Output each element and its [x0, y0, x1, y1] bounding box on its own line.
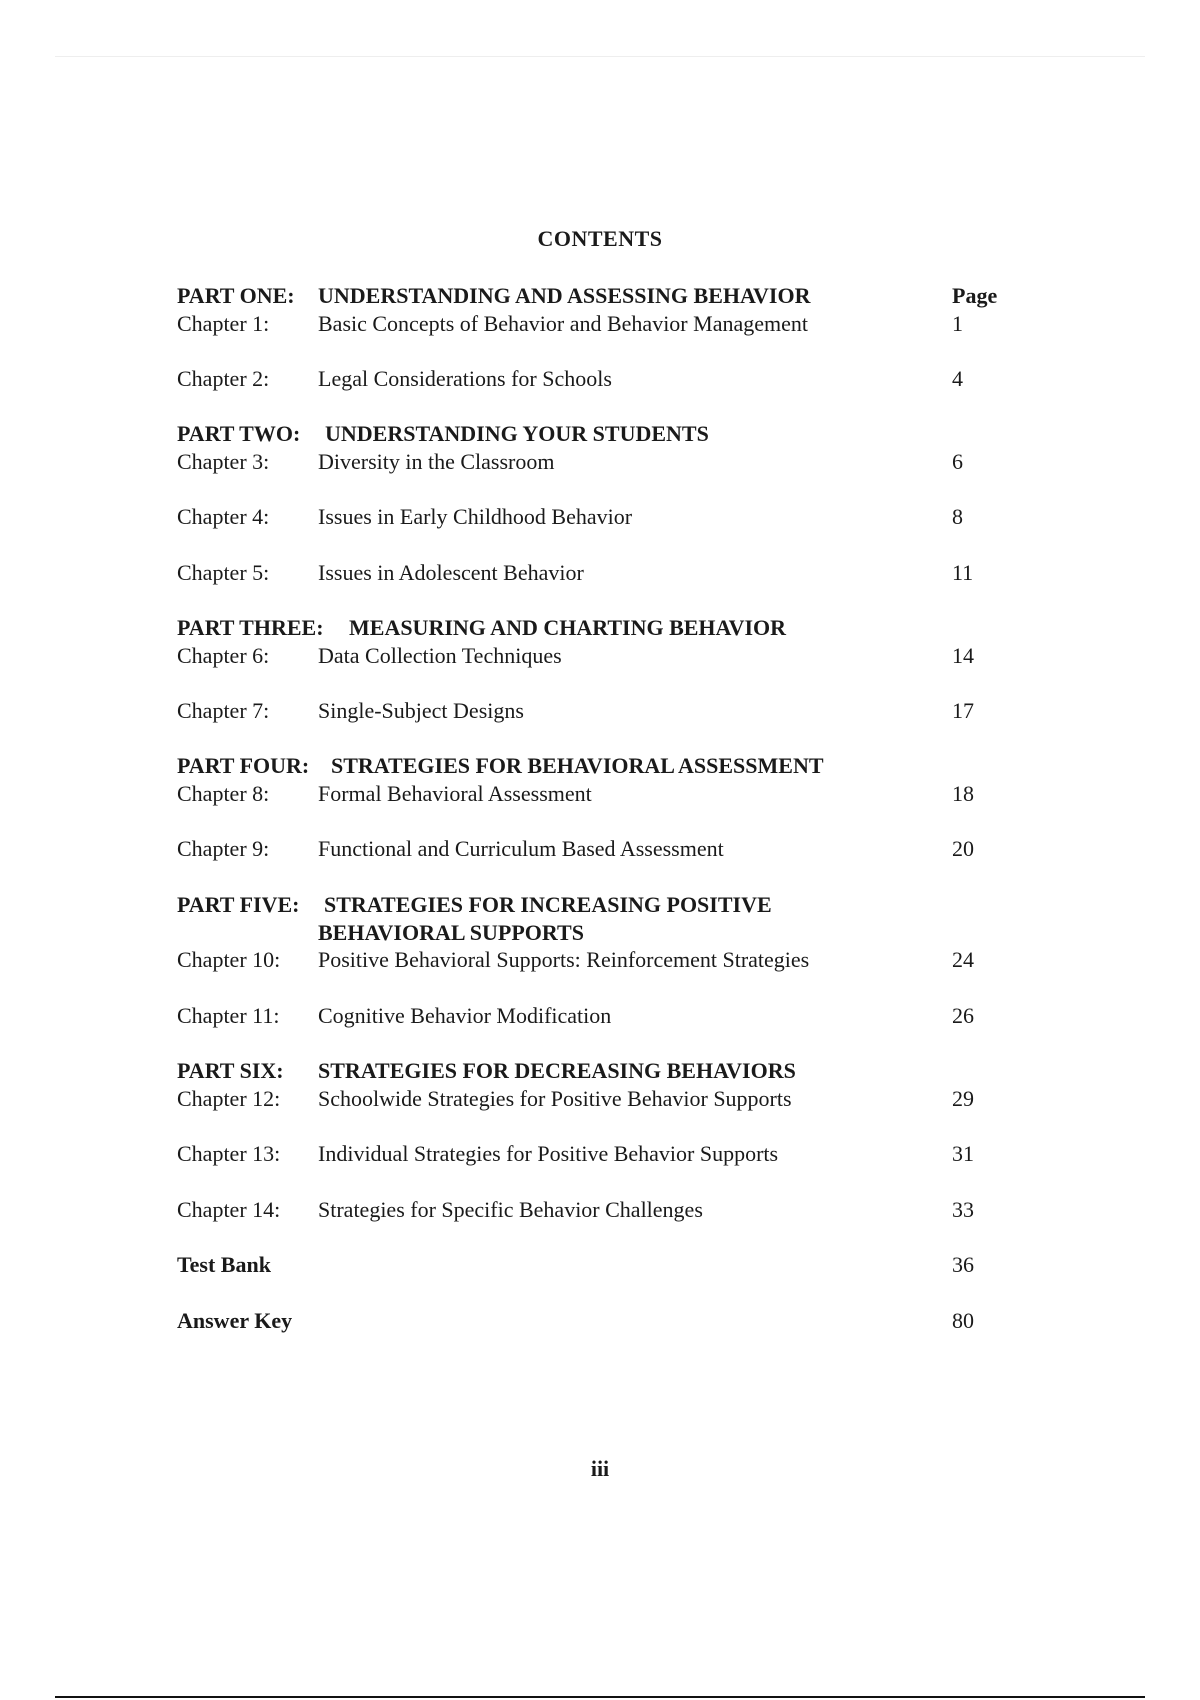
chapter-title: Strategies for Specific Behavior Challenges — [318, 1197, 703, 1222]
chapter-title: Formal Behavioral Assessment — [318, 781, 592, 806]
part-label: PART FOUR: — [177, 753, 310, 778]
chapter-page: 26 — [952, 1003, 974, 1028]
chapter-page: 33 — [952, 1197, 974, 1222]
part-label: PART ONE: — [177, 283, 295, 308]
page-number: iii — [590, 1456, 610, 1481]
part-title: STRATEGIES FOR BEHAVIORAL ASSESSMENT — [331, 753, 824, 778]
part-label: PART TWO: — [177, 421, 301, 446]
answer-key-label: Answer Key — [177, 1308, 293, 1333]
chapter-title: Diversity in the Classroom — [318, 449, 555, 474]
chapter-page: 11 — [952, 560, 974, 585]
part-title: MEASURING AND CHARTING BEHAVIOR — [349, 615, 787, 640]
part-title: STRATEGIES FOR INCREASING POSITIVE — [324, 892, 772, 917]
part-title: UNDERSTANDING AND ASSESSING BEHAVIOR — [318, 283, 811, 308]
top-rule — [55, 56, 1145, 57]
chapter-title: Functional and Curriculum Based Assessment — [318, 836, 724, 861]
chapter-label: Chapter 8: — [177, 781, 270, 806]
chapter-page: 1 — [952, 311, 963, 336]
chapter-page: 29 — [952, 1086, 974, 1111]
part-label: PART FIVE: — [177, 892, 300, 917]
part-label: PART SIX: — [177, 1058, 284, 1083]
chapter-page: 6 — [952, 449, 963, 474]
chapter-page: 24 — [952, 947, 974, 972]
chapter-page: 14 — [952, 643, 974, 668]
chapter-page: 17 — [952, 698, 974, 723]
chapter-label: Chapter 14: — [177, 1197, 281, 1222]
bottom-rule — [55, 1696, 1145, 1698]
chapter-page: 4 — [952, 366, 963, 391]
answer-key-page: 80 — [952, 1308, 974, 1333]
part-title: STRATEGIES FOR DECREASING BEHAVIORS — [318, 1058, 796, 1083]
chapter-page: 31 — [952, 1141, 974, 1166]
chapter-title: Basic Concepts of Behavior and Behavior Management — [318, 311, 808, 336]
part-title-continued: BEHAVIORAL SUPPORTS — [318, 920, 584, 945]
page-column-header: Page — [952, 283, 998, 308]
chapter-label: Chapter 6: — [177, 643, 270, 668]
chapter-label: Chapter 12: — [177, 1086, 281, 1111]
chapter-title: Individual Strategies for Positive Behavior Supports — [318, 1141, 779, 1166]
chapter-title: Cognitive Behavior Modification — [318, 1003, 612, 1028]
chapter-title: Positive Behavioral Supports: Reinforcement Strategies — [318, 947, 810, 972]
test-bank-page: 36 — [952, 1252, 974, 1277]
chapter-title: Schoolwide Strategies for Positive Behavior Supports — [318, 1086, 792, 1111]
chapter-label: Chapter 2: — [177, 366, 270, 391]
test-bank-label: Test Bank — [177, 1252, 271, 1277]
chapter-label: Chapter 9: — [177, 836, 270, 861]
part-title: UNDERSTANDING YOUR STUDENTS — [325, 421, 709, 446]
chapter-label: Chapter 4: — [177, 504, 270, 529]
chapter-label: Chapter 3: — [177, 449, 270, 474]
chapter-label: Chapter 11: — [177, 1003, 280, 1028]
chapter-title: Legal Considerations for Schools — [318, 366, 612, 391]
chapter-label: Chapter 1: — [177, 311, 270, 336]
chapter-label: Chapter 5: — [177, 560, 270, 585]
page-title: CONTENTS — [537, 226, 663, 251]
chapter-title: Issues in Adolescent Behavior — [318, 560, 584, 585]
part-label: PART THREE: — [177, 615, 324, 640]
chapter-label: Chapter 7: — [177, 698, 270, 723]
chapter-page: 18 — [952, 781, 974, 806]
chapter-label: Chapter 13: — [177, 1141, 281, 1166]
chapter-title: Issues in Early Childhood Behavior — [318, 504, 633, 529]
chapter-title: Single-Subject Designs — [318, 698, 524, 723]
chapter-label: Chapter 10: — [177, 947, 281, 972]
chapter-page: 8 — [952, 504, 963, 529]
chapter-page: 20 — [952, 836, 974, 861]
chapter-title: Data Collection Techniques — [318, 643, 562, 668]
